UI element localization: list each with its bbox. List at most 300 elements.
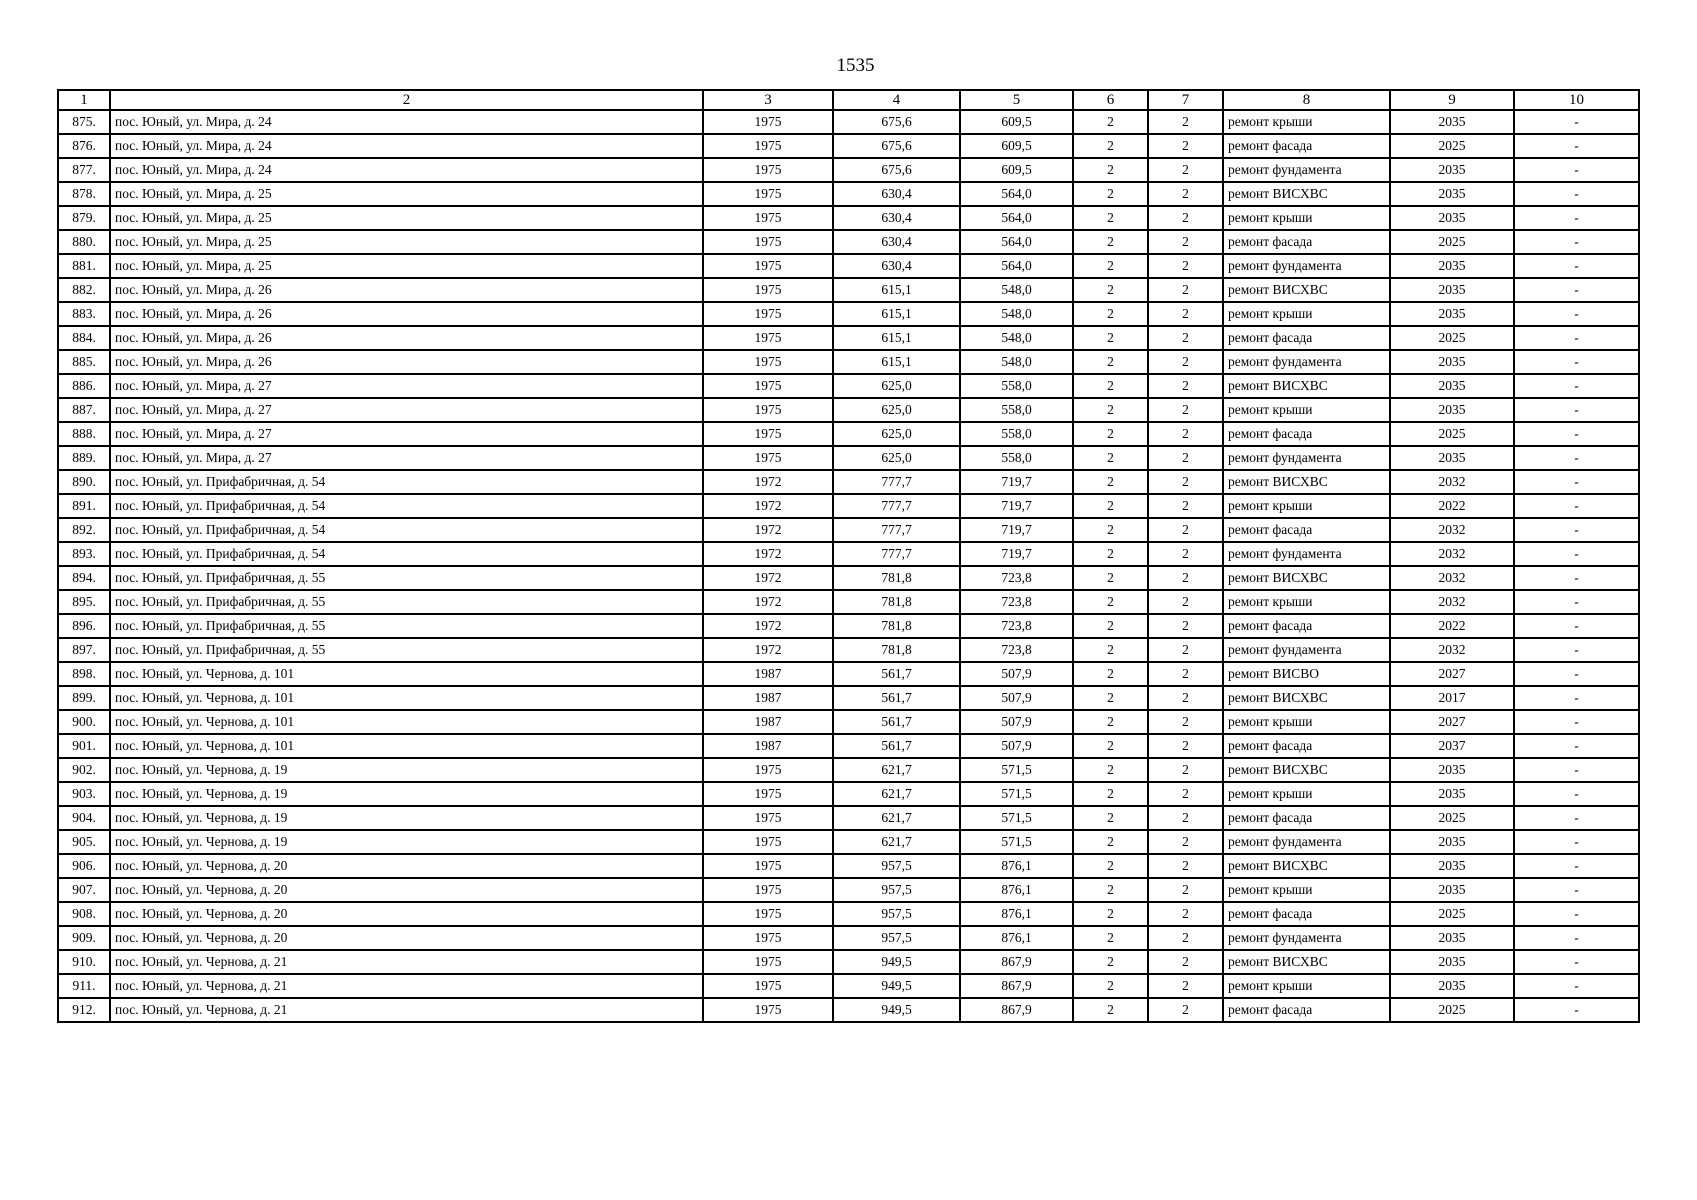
living-area-cell: 507,9 <box>960 734 1073 758</box>
row-number-cell: 875. <box>58 110 110 134</box>
living-area-cell: 723,8 <box>960 590 1073 614</box>
table-row <box>58 566 1639 590</box>
repair-type-cell: ремонт ВИСХВС <box>1223 758 1390 782</box>
year-built-cell: 1975 <box>703 158 833 182</box>
planned-year-cell: 2032 <box>1390 542 1514 566</box>
address-cell: пос. Юный, ул. Чернова, д. 101 <box>110 686 703 710</box>
note-cell: - <box>1514 878 1639 902</box>
note-cell: - <box>1514 254 1639 278</box>
total-area-cell: 561,7 <box>833 662 960 686</box>
floors-cell: 2 <box>1073 518 1148 542</box>
entrances-cell: 2 <box>1148 542 1223 566</box>
entrances-cell: 2 <box>1148 134 1223 158</box>
entrances-cell: 2 <box>1148 950 1223 974</box>
note-cell: - <box>1514 278 1639 302</box>
table-row <box>58 902 1639 926</box>
floors-cell: 2 <box>1073 446 1148 470</box>
entrances-cell: 2 <box>1148 686 1223 710</box>
address-cell: пос. Юный, ул. Мира, д. 26 <box>110 326 703 350</box>
living-area-cell: 876,1 <box>960 854 1073 878</box>
row-number-cell: 880. <box>58 230 110 254</box>
entrances-cell: 2 <box>1148 518 1223 542</box>
floors-cell: 2 <box>1073 470 1148 494</box>
table-row <box>58 398 1639 422</box>
floors-cell: 2 <box>1073 830 1148 854</box>
floors-cell: 2 <box>1073 926 1148 950</box>
column-header: 8 <box>1223 90 1390 110</box>
year-built-cell: 1975 <box>703 110 833 134</box>
planned-year-cell: 2025 <box>1390 806 1514 830</box>
row-number-cell: 892. <box>58 518 110 542</box>
year-built-cell: 1975 <box>703 422 833 446</box>
year-built-cell: 1975 <box>703 902 833 926</box>
column-header: 3 <box>703 90 833 110</box>
note-cell: - <box>1514 926 1639 950</box>
year-built-cell: 1975 <box>703 854 833 878</box>
address-cell: пос. Юный, ул. Мира, д. 26 <box>110 278 703 302</box>
table-row <box>58 518 1639 542</box>
living-area-cell: 723,8 <box>960 566 1073 590</box>
living-area-cell: 548,0 <box>960 350 1073 374</box>
row-number-cell: 890. <box>58 470 110 494</box>
planned-year-cell: 2035 <box>1390 110 1514 134</box>
entrances-cell: 2 <box>1148 878 1223 902</box>
living-area-cell: 609,5 <box>960 158 1073 182</box>
total-area-cell: 630,4 <box>833 254 960 278</box>
address-cell: пос. Юный, ул. Чернова, д. 21 <box>110 950 703 974</box>
address-cell: пос. Юный, ул. Мира, д. 26 <box>110 350 703 374</box>
floors-cell: 2 <box>1073 110 1148 134</box>
year-built-cell: 1975 <box>703 782 833 806</box>
address-cell: пос. Юный, ул. Чернова, д. 101 <box>110 662 703 686</box>
address-cell: пос. Юный, ул. Прифабричная, д. 54 <box>110 518 703 542</box>
planned-year-cell: 2035 <box>1390 830 1514 854</box>
living-area-cell: 609,5 <box>960 110 1073 134</box>
year-built-cell: 1987 <box>703 710 833 734</box>
repair-type-cell: ремонт ВИСХВС <box>1223 374 1390 398</box>
table-row <box>58 590 1639 614</box>
table-row <box>58 686 1639 710</box>
year-built-cell: 1972 <box>703 494 833 518</box>
address-cell: пос. Юный, ул. Чернова, д. 19 <box>110 758 703 782</box>
year-built-cell: 1972 <box>703 542 833 566</box>
floors-cell: 2 <box>1073 878 1148 902</box>
note-cell: - <box>1514 830 1639 854</box>
year-built-cell: 1972 <box>703 590 833 614</box>
floors-cell: 2 <box>1073 230 1148 254</box>
table-row <box>58 974 1639 998</box>
planned-year-cell: 2035 <box>1390 254 1514 278</box>
total-area-cell: 630,4 <box>833 206 960 230</box>
row-number-cell: 907. <box>58 878 110 902</box>
note-cell: - <box>1514 854 1639 878</box>
planned-year-cell: 2035 <box>1390 374 1514 398</box>
note-cell: - <box>1514 782 1639 806</box>
note-cell: - <box>1514 158 1639 182</box>
floors-cell: 2 <box>1073 638 1148 662</box>
entrances-cell: 2 <box>1148 974 1223 998</box>
note-cell: - <box>1514 638 1639 662</box>
repair-type-cell: ремонт ВИСХВС <box>1223 950 1390 974</box>
total-area-cell: 615,1 <box>833 302 960 326</box>
living-area-cell: 723,8 <box>960 638 1073 662</box>
year-built-cell: 1987 <box>703 734 833 758</box>
note-cell: - <box>1514 446 1639 470</box>
row-number-cell: 882. <box>58 278 110 302</box>
year-built-cell: 1975 <box>703 398 833 422</box>
floors-cell: 2 <box>1073 302 1148 326</box>
note-cell: - <box>1514 566 1639 590</box>
planned-year-cell: 2022 <box>1390 614 1514 638</box>
table-row <box>58 182 1639 206</box>
entrances-cell: 2 <box>1148 710 1223 734</box>
planned-year-cell: 2035 <box>1390 950 1514 974</box>
address-cell: пос. Юный, ул. Прифабричная, д. 55 <box>110 590 703 614</box>
floors-cell: 2 <box>1073 326 1148 350</box>
repair-type-cell: ремонт ВИСВО <box>1223 662 1390 686</box>
repair-type-cell: ремонт фасада <box>1223 902 1390 926</box>
planned-year-cell: 2025 <box>1390 902 1514 926</box>
living-area-cell: 867,9 <box>960 974 1073 998</box>
year-built-cell: 1975 <box>703 950 833 974</box>
floors-cell: 2 <box>1073 854 1148 878</box>
address-cell: пос. Юный, ул. Мира, д. 27 <box>110 398 703 422</box>
floors-cell: 2 <box>1073 182 1148 206</box>
planned-year-cell: 2035 <box>1390 782 1514 806</box>
address-cell: пос. Юный, ул. Прифабричная, д. 55 <box>110 614 703 638</box>
living-area-cell: 558,0 <box>960 398 1073 422</box>
total-area-cell: 625,0 <box>833 446 960 470</box>
floors-cell: 2 <box>1073 350 1148 374</box>
repair-type-cell: ремонт фасада <box>1223 230 1390 254</box>
total-area-cell: 957,5 <box>833 926 960 950</box>
living-area-cell: 571,5 <box>960 758 1073 782</box>
floors-cell: 2 <box>1073 950 1148 974</box>
repair-type-cell: ремонт фасада <box>1223 806 1390 830</box>
table-row <box>58 230 1639 254</box>
table-row <box>58 758 1639 782</box>
note-cell: - <box>1514 182 1639 206</box>
address-cell: пос. Юный, ул. Прифабричная, д. 54 <box>110 470 703 494</box>
total-area-cell: 781,8 <box>833 590 960 614</box>
note-cell: - <box>1514 590 1639 614</box>
planned-year-cell: 2027 <box>1390 662 1514 686</box>
total-area-cell: 781,8 <box>833 566 960 590</box>
total-area-cell: 777,7 <box>833 542 960 566</box>
table-row <box>58 998 1639 1022</box>
address-cell: пос. Юный, ул. Мира, д. 27 <box>110 422 703 446</box>
address-cell: пос. Юный, ул. Мира, д. 25 <box>110 206 703 230</box>
row-number-cell: 894. <box>58 566 110 590</box>
row-number-cell: 876. <box>58 134 110 158</box>
repair-type-cell: ремонт фундамента <box>1223 638 1390 662</box>
planned-year-cell: 2035 <box>1390 446 1514 470</box>
year-built-cell: 1975 <box>703 254 833 278</box>
entrances-cell: 2 <box>1148 782 1223 806</box>
address-cell: пос. Юный, ул. Мира, д. 24 <box>110 158 703 182</box>
planned-year-cell: 2032 <box>1390 590 1514 614</box>
entrances-cell: 2 <box>1148 566 1223 590</box>
planned-year-cell: 2032 <box>1390 518 1514 542</box>
note-cell: - <box>1514 614 1639 638</box>
living-area-cell: 723,8 <box>960 614 1073 638</box>
year-built-cell: 1972 <box>703 566 833 590</box>
table-row <box>58 542 1639 566</box>
address-cell: пос. Юный, ул. Чернова, д. 20 <box>110 926 703 950</box>
planned-year-cell: 2035 <box>1390 974 1514 998</box>
living-area-cell: 609,5 <box>960 134 1073 158</box>
repair-type-cell: ремонт фасада <box>1223 134 1390 158</box>
year-built-cell: 1975 <box>703 878 833 902</box>
year-built-cell: 1975 <box>703 926 833 950</box>
planned-year-cell: 2017 <box>1390 686 1514 710</box>
table-row <box>58 662 1639 686</box>
entrances-cell: 2 <box>1148 614 1223 638</box>
repair-type-cell: ремонт фасада <box>1223 422 1390 446</box>
living-area-cell: 564,0 <box>960 230 1073 254</box>
note-cell: - <box>1514 998 1639 1022</box>
table-row <box>58 134 1639 158</box>
living-area-cell: 548,0 <box>960 302 1073 326</box>
entrances-cell: 2 <box>1148 470 1223 494</box>
entrances-cell: 2 <box>1148 422 1223 446</box>
total-area-cell: 957,5 <box>833 854 960 878</box>
total-area-cell: 777,7 <box>833 518 960 542</box>
repair-schedule-table <box>57 89 1640 1023</box>
note-cell: - <box>1514 902 1639 926</box>
year-built-cell: 1975 <box>703 830 833 854</box>
planned-year-cell: 2035 <box>1390 206 1514 230</box>
address-cell: пос. Юный, ул. Мира, д. 27 <box>110 446 703 470</box>
repair-type-cell: ремонт фундамента <box>1223 158 1390 182</box>
living-area-cell: 507,9 <box>960 710 1073 734</box>
table-row <box>58 278 1639 302</box>
note-cell: - <box>1514 734 1639 758</box>
address-cell: пос. Юный, ул. Мира, д. 26 <box>110 302 703 326</box>
table-row <box>58 734 1639 758</box>
entrances-cell: 2 <box>1148 254 1223 278</box>
total-area-cell: 621,7 <box>833 806 960 830</box>
living-area-cell: 876,1 <box>960 926 1073 950</box>
address-cell: пос. Юный, ул. Чернова, д. 19 <box>110 782 703 806</box>
year-built-cell: 1972 <box>703 518 833 542</box>
note-cell: - <box>1514 398 1639 422</box>
living-area-cell: 558,0 <box>960 422 1073 446</box>
repair-type-cell: ремонт крыши <box>1223 878 1390 902</box>
living-area-cell: 867,9 <box>960 950 1073 974</box>
entrances-cell: 2 <box>1148 806 1223 830</box>
repair-type-cell: ремонт крыши <box>1223 206 1390 230</box>
total-area-cell: 957,5 <box>833 878 960 902</box>
planned-year-cell: 2035 <box>1390 854 1514 878</box>
year-built-cell: 1975 <box>703 302 833 326</box>
total-area-cell: 630,4 <box>833 182 960 206</box>
planned-year-cell: 2035 <box>1390 350 1514 374</box>
column-header: 5 <box>960 90 1073 110</box>
address-cell: пос. Юный, ул. Мира, д. 24 <box>110 110 703 134</box>
row-number-cell: 903. <box>58 782 110 806</box>
row-number-cell: 888. <box>58 422 110 446</box>
planned-year-cell: 2035 <box>1390 398 1514 422</box>
planned-year-cell: 2037 <box>1390 734 1514 758</box>
year-built-cell: 1975 <box>703 278 833 302</box>
planned-year-cell: 2025 <box>1390 134 1514 158</box>
column-header: 10 <box>1514 90 1639 110</box>
living-area-cell: 876,1 <box>960 902 1073 926</box>
address-cell: пос. Юный, ул. Мира, д. 25 <box>110 254 703 278</box>
repair-type-cell: ремонт крыши <box>1223 782 1390 806</box>
total-area-cell: 675,6 <box>833 110 960 134</box>
row-number-cell: 891. <box>58 494 110 518</box>
table-row <box>58 470 1639 494</box>
repair-type-cell: ремонт крыши <box>1223 110 1390 134</box>
repair-type-cell: ремонт фундамента <box>1223 446 1390 470</box>
living-area-cell: 564,0 <box>960 182 1073 206</box>
entrances-cell: 2 <box>1148 326 1223 350</box>
planned-year-cell: 2025 <box>1390 230 1514 254</box>
year-built-cell: 1975 <box>703 350 833 374</box>
address-cell: пос. Юный, ул. Чернова, д. 19 <box>110 830 703 854</box>
note-cell: - <box>1514 326 1639 350</box>
repair-type-cell: ремонт фасада <box>1223 326 1390 350</box>
planned-year-cell: 2035 <box>1390 278 1514 302</box>
living-area-cell: 867,9 <box>960 998 1073 1022</box>
row-number-cell: 906. <box>58 854 110 878</box>
entrances-cell: 2 <box>1148 206 1223 230</box>
total-area-cell: 621,7 <box>833 830 960 854</box>
repair-type-cell: ремонт крыши <box>1223 974 1390 998</box>
row-number-cell: 911. <box>58 974 110 998</box>
year-built-cell: 1975 <box>703 134 833 158</box>
address-cell: пос. Юный, ул. Чернова, д. 20 <box>110 902 703 926</box>
total-area-cell: 561,7 <box>833 686 960 710</box>
total-area-cell: 630,4 <box>833 230 960 254</box>
living-area-cell: 564,0 <box>960 254 1073 278</box>
year-built-cell: 1972 <box>703 614 833 638</box>
address-cell: пос. Юный, ул. Прифабричная, д. 55 <box>110 566 703 590</box>
total-area-cell: 621,7 <box>833 782 960 806</box>
note-cell: - <box>1514 518 1639 542</box>
table-row <box>58 926 1639 950</box>
year-built-cell: 1975 <box>703 230 833 254</box>
row-number-cell: 887. <box>58 398 110 422</box>
row-number-cell: 885. <box>58 350 110 374</box>
row-number-cell: 879. <box>58 206 110 230</box>
year-built-cell: 1972 <box>703 470 833 494</box>
planned-year-cell: 2035 <box>1390 302 1514 326</box>
floors-cell: 2 <box>1073 542 1148 566</box>
living-area-cell: 548,0 <box>960 278 1073 302</box>
page-number: 1535 <box>836 55 875 76</box>
note-cell: - <box>1514 662 1639 686</box>
floors-cell: 2 <box>1073 734 1148 758</box>
address-cell: пос. Юный, ул. Чернова, д. 21 <box>110 974 703 998</box>
entrances-cell: 2 <box>1148 902 1223 926</box>
row-number-cell: 878. <box>58 182 110 206</box>
repair-type-cell: ремонт фасада <box>1223 614 1390 638</box>
living-area-cell: 571,5 <box>960 830 1073 854</box>
repair-type-cell: ремонт крыши <box>1223 710 1390 734</box>
address-cell: пос. Юный, ул. Чернова, д. 20 <box>110 854 703 878</box>
table-row <box>58 830 1639 854</box>
note-cell: - <box>1514 422 1639 446</box>
planned-year-cell: 2025 <box>1390 422 1514 446</box>
column-header: 9 <box>1390 90 1514 110</box>
entrances-cell: 2 <box>1148 302 1223 326</box>
row-number-cell: 904. <box>58 806 110 830</box>
entrances-cell: 2 <box>1148 446 1223 470</box>
row-number-cell: 883. <box>58 302 110 326</box>
entrances-cell: 2 <box>1148 758 1223 782</box>
living-area-cell: 548,0 <box>960 326 1073 350</box>
floors-cell: 2 <box>1073 974 1148 998</box>
row-number-cell: 877. <box>58 158 110 182</box>
entrances-cell: 2 <box>1148 494 1223 518</box>
total-area-cell: 615,1 <box>833 278 960 302</box>
address-cell: пос. Юный, ул. Мира, д. 25 <box>110 182 703 206</box>
column-header: 2 <box>110 90 703 110</box>
planned-year-cell: 2035 <box>1390 758 1514 782</box>
repair-type-cell: ремонт фасада <box>1223 518 1390 542</box>
floors-cell: 2 <box>1073 422 1148 446</box>
note-cell: - <box>1514 134 1639 158</box>
floors-cell: 2 <box>1073 782 1148 806</box>
year-built-cell: 1975 <box>703 806 833 830</box>
table-row <box>58 374 1639 398</box>
address-cell: пос. Юный, ул. Чернова, д. 101 <box>110 734 703 758</box>
living-area-cell: 876,1 <box>960 878 1073 902</box>
table-row <box>58 446 1639 470</box>
living-area-cell: 719,7 <box>960 542 1073 566</box>
floors-cell: 2 <box>1073 494 1148 518</box>
table-row <box>58 158 1639 182</box>
repair-type-cell: ремонт ВИСХВС <box>1223 566 1390 590</box>
year-built-cell: 1975 <box>703 326 833 350</box>
living-area-cell: 558,0 <box>960 446 1073 470</box>
repair-type-cell: ремонт фасада <box>1223 734 1390 758</box>
row-number-cell: 898. <box>58 662 110 686</box>
repair-type-cell: ремонт крыши <box>1223 590 1390 614</box>
table-row <box>58 878 1639 902</box>
repair-type-cell: ремонт ВИСХВС <box>1223 278 1390 302</box>
total-area-cell: 621,7 <box>833 758 960 782</box>
row-number-cell: 900. <box>58 710 110 734</box>
planned-year-cell: 2035 <box>1390 878 1514 902</box>
note-cell: - <box>1514 110 1639 134</box>
note-cell: - <box>1514 542 1639 566</box>
total-area-cell: 949,5 <box>833 950 960 974</box>
total-area-cell: 625,0 <box>833 374 960 398</box>
address-cell: пос. Юный, ул. Чернова, д. 19 <box>110 806 703 830</box>
address-cell: пос. Юный, ул. Чернова, д. 20 <box>110 878 703 902</box>
total-area-cell: 615,1 <box>833 350 960 374</box>
repair-type-cell: ремонт крыши <box>1223 494 1390 518</box>
table-row <box>58 350 1639 374</box>
living-area-cell: 719,7 <box>960 494 1073 518</box>
table-row <box>58 638 1639 662</box>
row-number-cell: 909. <box>58 926 110 950</box>
repair-type-cell: ремонт ВИСХВС <box>1223 686 1390 710</box>
floors-cell: 2 <box>1073 662 1148 686</box>
year-built-cell: 1975 <box>703 182 833 206</box>
table-row <box>58 950 1639 974</box>
repair-type-cell: ремонт крыши <box>1223 398 1390 422</box>
living-area-cell: 507,9 <box>960 686 1073 710</box>
table-row <box>58 422 1639 446</box>
note-cell: - <box>1514 230 1639 254</box>
table-row <box>58 254 1639 278</box>
column-header: 6 <box>1073 90 1148 110</box>
